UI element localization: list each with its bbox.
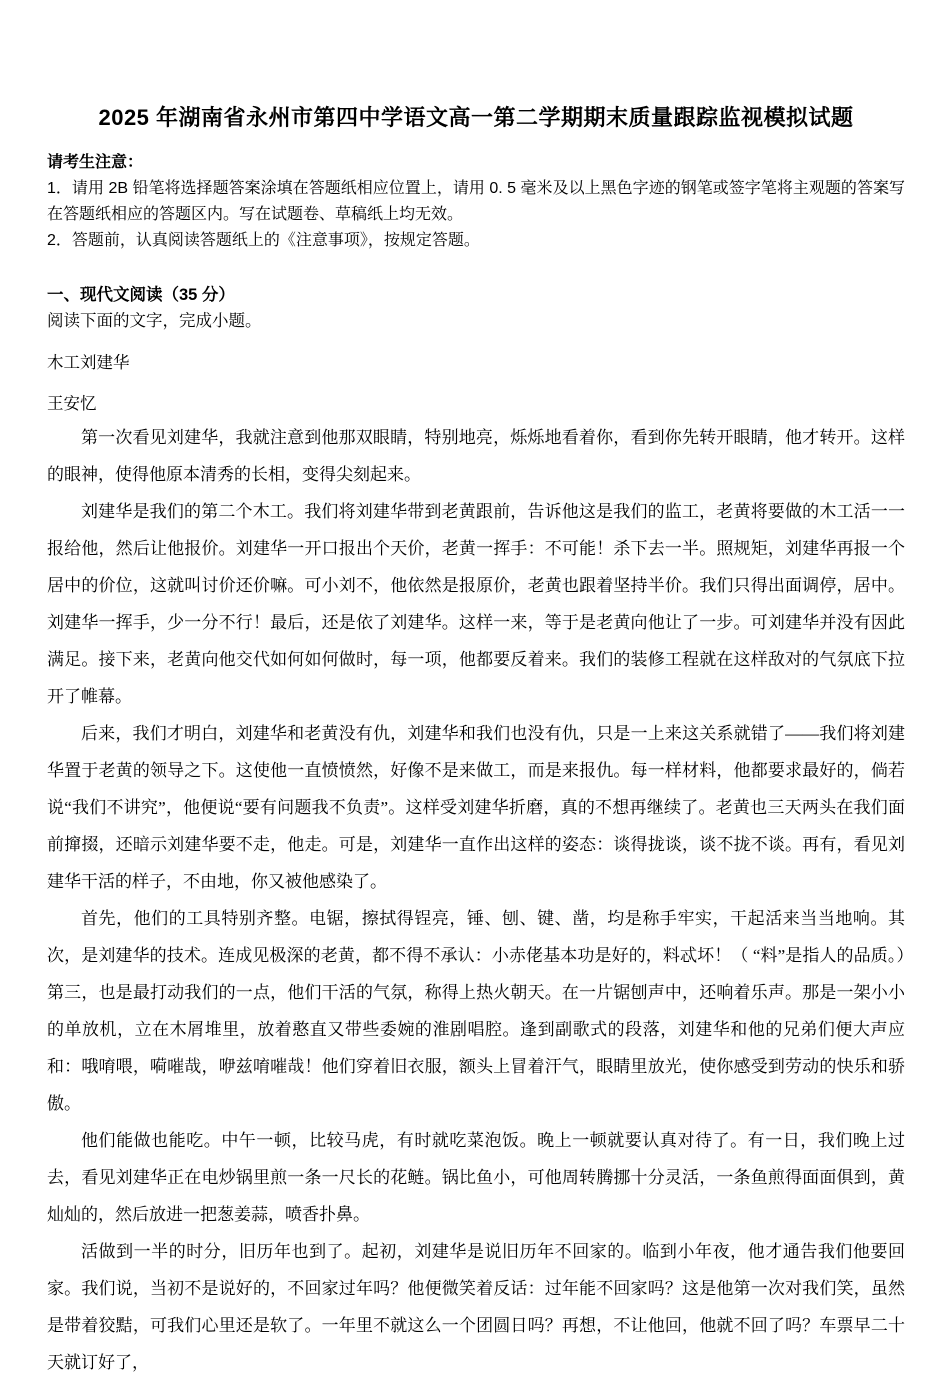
article-body (47, 419, 905, 1381)
article-paragraph-2: 刘建华是我们的第二个木工。我们将刘建华带到老黄跟前，告诉他这是我们的监工，老黄将要做的木工活一一报给他，然后让他报价。刘建华一开口报出个天价，老黄一挥手：不可能！杀下去一半。照规矩，刘建华再报一个居中的价位，这就叫讨价还价嘛。可小刘不，他依然是报原价，老黄也跟着坚持半价。我们只得出面调停，居中。刘建华一挥手，少一分不行！最后，还是依了刘建华。这样一来，等于是老黄向他让了一步。可刘建华并没有因此满足。接下来，老黄向他交代如何如何做时，每一项，他都要反着来。我们的装修工程就在这样敌对的气氛底下拉开了帷幕。 (47, 502, 905, 706)
notice-item-2: 2．答题前，认真阅读答题纸上的《注意事项》，按规定答题。 (47, 232, 480, 249)
page-title: 2025 年湖南省永州市第四中学语文高一第二学期期末质量跟踪监视模拟试题 (98, 105, 854, 130)
article-paragraph-5: 他们能做也能吃。中午一顿，比较马虎，有时就吃菜泡饭。晚上一顿就要认真对待了。有一日，我们晚上过去，看见刘建华正在电炒锅里煎一条一尺长的花鲢。锅比鱼小，可他周转腾挪十分灵活，一条鱼煎得面面俱到，黄灿灿的，然后放进一把葱姜蒜，喷香扑鼻。 (47, 1131, 905, 1224)
article-paragraph-3: 后来，我们才明白，刘建华和老黄没有仇，刘建华和我们也没有仇，只是一上来这关系就错了——我们将刘建华置于老黄的领导之下。这使他一直愤愤然，好像不是来做工，而是来报仇。每一样材料，他都要求最好的，倘若说“我们不讲究”，他便说“要有问题我不负责”。这样受刘建华折磨，真的不想再继续了。老黄也三天两头在我们面前撺掇，还暗示刘建华要不走，他走。可是，刘建华一直作出这样的姿态：谈得拢谈，谈不拢不谈。再有，看见刘建华干活的样子，不由地，你又被他感染了。 (47, 724, 905, 891)
article-title: 木工刘建华 (47, 353, 130, 372)
article-paragraph-4: 首先，他们的工具特别齐整。电锯，擦拭得锃亮，锤、刨、键、凿，均是称手牢实，干起活来当当地响。其次，是刘建华的技术。连成见极深的老黄，都不得不承认：小赤佬基本功是好的，料忒坏！（ “料”是指人的品质。）第三，也是最打动我们的一点，他们干活的气氛，称得上热火朝天。在一片锯刨声中，还响着乐声。那是一架小小的单放机，立在木屑堆里，放着憨直又带些委婉的淮剧唱腔。逢到副歌式的段落，刘建华和他的兄弟们便大声应和：哦唷喂，嗬嗺哉，咿兹唷嗺哉！他们穿着旧衣服，额头上冒着汗气，眼睛里放光，使你感受到劳动的快乐和骄傲。 (47, 909, 905, 1113)
notice-heading: 请考生注意： (47, 154, 144, 171)
reading-instruction: 阅读下面的文字，完成小题。 (47, 311, 262, 330)
candidate-notice-block (47, 150, 905, 254)
article-author: 王安忆 (47, 394, 97, 413)
notice-item-1: 1．请用 2B 铅笔将选择题答案涂填在答题纸相应位置上，请用 0. 5 毫米及以上黑色字迹的钢笔或签字笔将主观题的答案写在答题纸相应的答题区内。写在试题卷、草稿纸上均无效。 (47, 180, 905, 223)
article-paragraph-6: 活做到一半的时分，旧历年也到了。起初，刘建华是说旧历年不回家的。临到小年夜，他才通告我们他要回家。我们说，当初不是说好的，不回家过年吗？他便微笑着反话：过年能不回家吗？这是他第一次对我们笑，虽然是带着狡黠，可我们心里还是软了。一年里不就这么一个团圆日吗？再想，不让他回，他就不回了吗？车票早二十天就订好了， (47, 1242, 905, 1372)
article-paragraph-1: 第一次看见刘建华，我就注意到他那双眼睛，特别地亮，烁烁地看着你，看到你先转开眼睛，他才转开。这样的眼神，使得他原本清秀的长相，变得尖刻起来。 (47, 428, 905, 484)
section-heading-modern-reading: 一、现代文阅读（35 分） (47, 286, 235, 304)
